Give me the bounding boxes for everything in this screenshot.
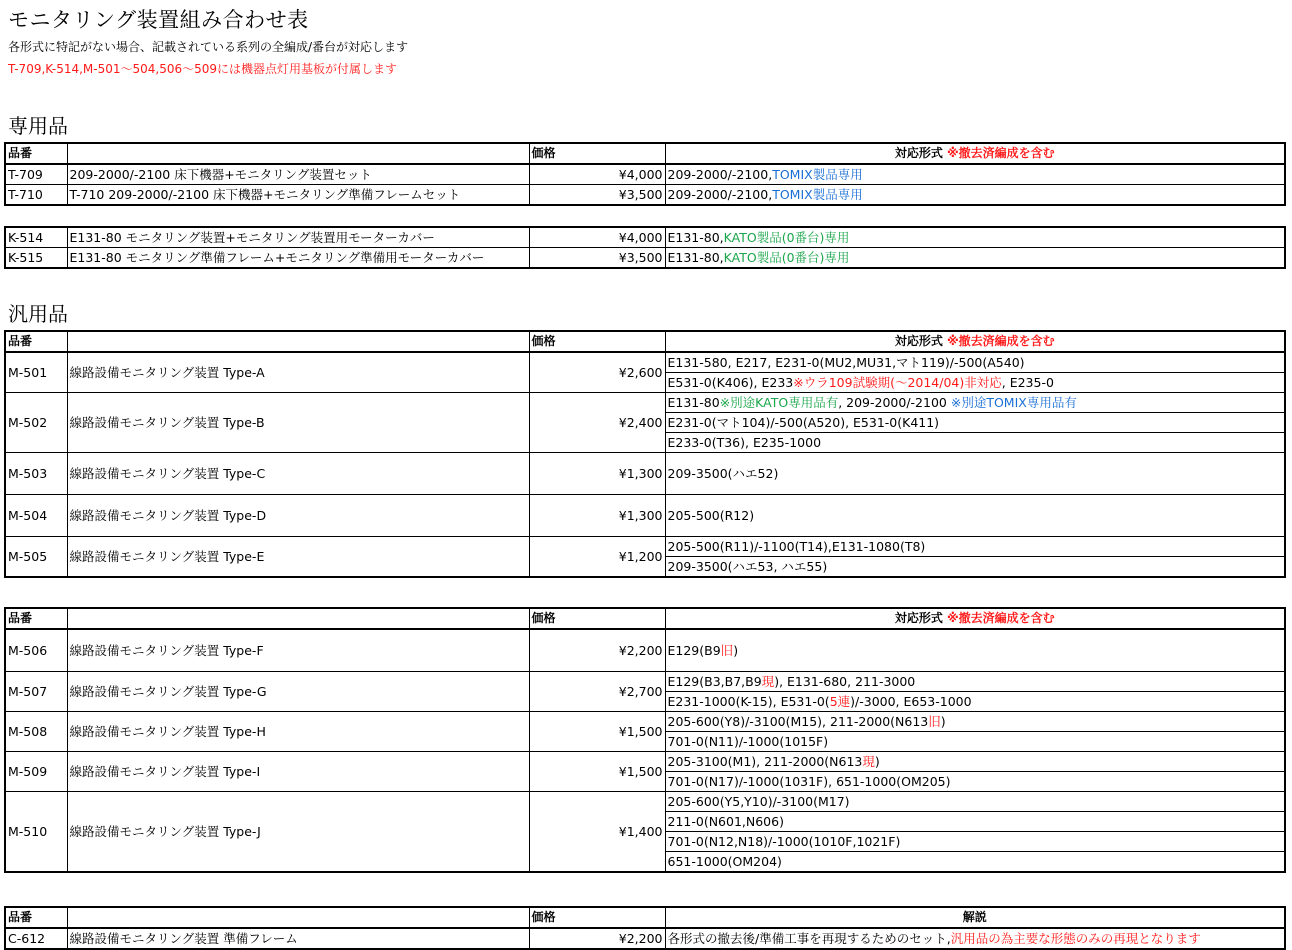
table-row: T-710 T-710 209-2000/-2100 床下機器+モニタリング準備フレームセット ¥3,500 209-2000/-2100,TOMIX製品専用 bbox=[5, 185, 1285, 206]
general-table-1 bbox=[4, 330, 1286, 578]
table-header: 品番 価格 対応形式 ※撤去済編成を含む bbox=[5, 608, 1285, 629]
table-header bbox=[5, 143, 1285, 164]
table-row: E231-1000(K-15), E531-0(5連)/-3000, E653-1000 bbox=[5, 691, 1285, 711]
header-code: 品番 bbox=[5, 143, 67, 164]
dedicated-tomix-table bbox=[4, 142, 1286, 206]
table-header: 品番 価格 対応形式 ※撤去済編成を含む bbox=[5, 331, 1285, 352]
table-row: M-507 線路設備モニタリング装置 Type-G ¥2,700 E129(B3,B7,B9現), E131-680, 211-3000 bbox=[5, 671, 1285, 691]
table-row: E231-0(マト104)/-500(A520), E531-0(K411) bbox=[5, 413, 1285, 433]
table-row: M-505 線路設備モニタリング装置 Type-E ¥1,200 205-500(R11)/-1100(T14),E131-1080(T8) bbox=[5, 537, 1285, 557]
table-row: M-508 線路設備モニタリング装置 Type-H ¥1,500 205-600(Y8)/-3100(M15), 211-2000(N613旧) bbox=[5, 711, 1285, 731]
table-row: M-509 線路設備モニタリング装置 Type-I ¥1,500 205-3100(M1), 211-2000(N613現) bbox=[5, 751, 1285, 771]
table-header: 品番 価格 解説 bbox=[5, 907, 1285, 928]
table-row: 209-3500(ハエ53, ハエ55) bbox=[5, 557, 1285, 578]
table-row: 651-1000(OM204) bbox=[5, 851, 1285, 872]
table-row: M-501 線路設備モニタリング装置 Type-A ¥2,600 E131-580, E217, E231-0(MU2,MU31,マト119)/-500(A540) bbox=[5, 352, 1285, 373]
table-row: E531-0(K406), E233※ウラ109試験期(～2014/04)非対応, E235-0 bbox=[5, 373, 1285, 393]
table-row: M-510 線路設備モニタリング装置 Type-J ¥1,400 205-600(Y5,Y10)/-3100(M17) bbox=[5, 791, 1285, 811]
table-row: K-514 E131-80 モニタリング装置+モニタリング装置用モーターカバー ¥4,000 E131-80,KATO製品(0番台)専用 bbox=[5, 227, 1285, 248]
general-table-2 bbox=[4, 607, 1286, 873]
table-row: C-612 線路設備モニタリング装置 準備フレーム ¥2,200 各形式の撤去後/準備工事を再現するためのセット,汎用品の為主要な形態のみの再現となります bbox=[5, 928, 1285, 949]
dedicated-kato-table bbox=[4, 226, 1286, 269]
table-row: M-503 線路設備モニタリング装置 Type-C ¥1,300 209-3500(ハエ52) bbox=[5, 453, 1285, 495]
table-row: M-502 線路設備モニタリング装置 Type-B ¥2,400 E131-80※別途KATO専用品有, 209-2000/-2100 ※別途TOMIX専用品有 bbox=[5, 393, 1285, 413]
section-title-general: 汎用品 bbox=[8, 302, 68, 326]
table-row: T-709 209-2000/-2100 床下機器+モニタリング装置セット ¥4,000 209-2000/-2100,TOMIX製品専用 bbox=[5, 164, 1285, 185]
table-row: M-506 線路設備モニタリング装置 Type-F ¥2,200 E129(B9旧) bbox=[5, 629, 1285, 671]
table-row: E233-0(T36), E235-1000 bbox=[5, 433, 1285, 453]
section-title-dedicated: 専用品 bbox=[8, 114, 68, 138]
frame-table bbox=[4, 906, 1286, 950]
table-row: 701-0(N11)/-1000(1015F) bbox=[5, 731, 1285, 751]
page-title: モニタリング装置組み合わせ表 bbox=[8, 8, 309, 32]
table-row: 701-0(N12,N18)/-1000(1010F,1021F) bbox=[5, 831, 1285, 851]
board-note: T-709,K-514,M-501～504,506～509には機器点灯用基板が付属します bbox=[8, 62, 398, 76]
table-row: 211-0(N601,N606) bbox=[5, 811, 1285, 831]
header-price: 価格 bbox=[529, 143, 665, 164]
table-row: M-504 線路設備モニタリング装置 Type-D ¥1,300 205-500(R12) bbox=[5, 495, 1285, 537]
header-compat: 対応形式 ※撤去済編成を含む bbox=[665, 143, 1285, 164]
table-row: K-515 E131-80 モニタリング準備フレーム+モニタリング準備用モーターカバー ¥3,500 E131-80,KATO製品(0番台)専用 bbox=[5, 248, 1285, 269]
table-row: 701-0(N17)/-1000(1031F), 651-1000(OM205) bbox=[5, 771, 1285, 791]
coverage-note: 各形式に特記がない場合、記載されている系列の全編成/番台が対応します bbox=[8, 40, 409, 54]
